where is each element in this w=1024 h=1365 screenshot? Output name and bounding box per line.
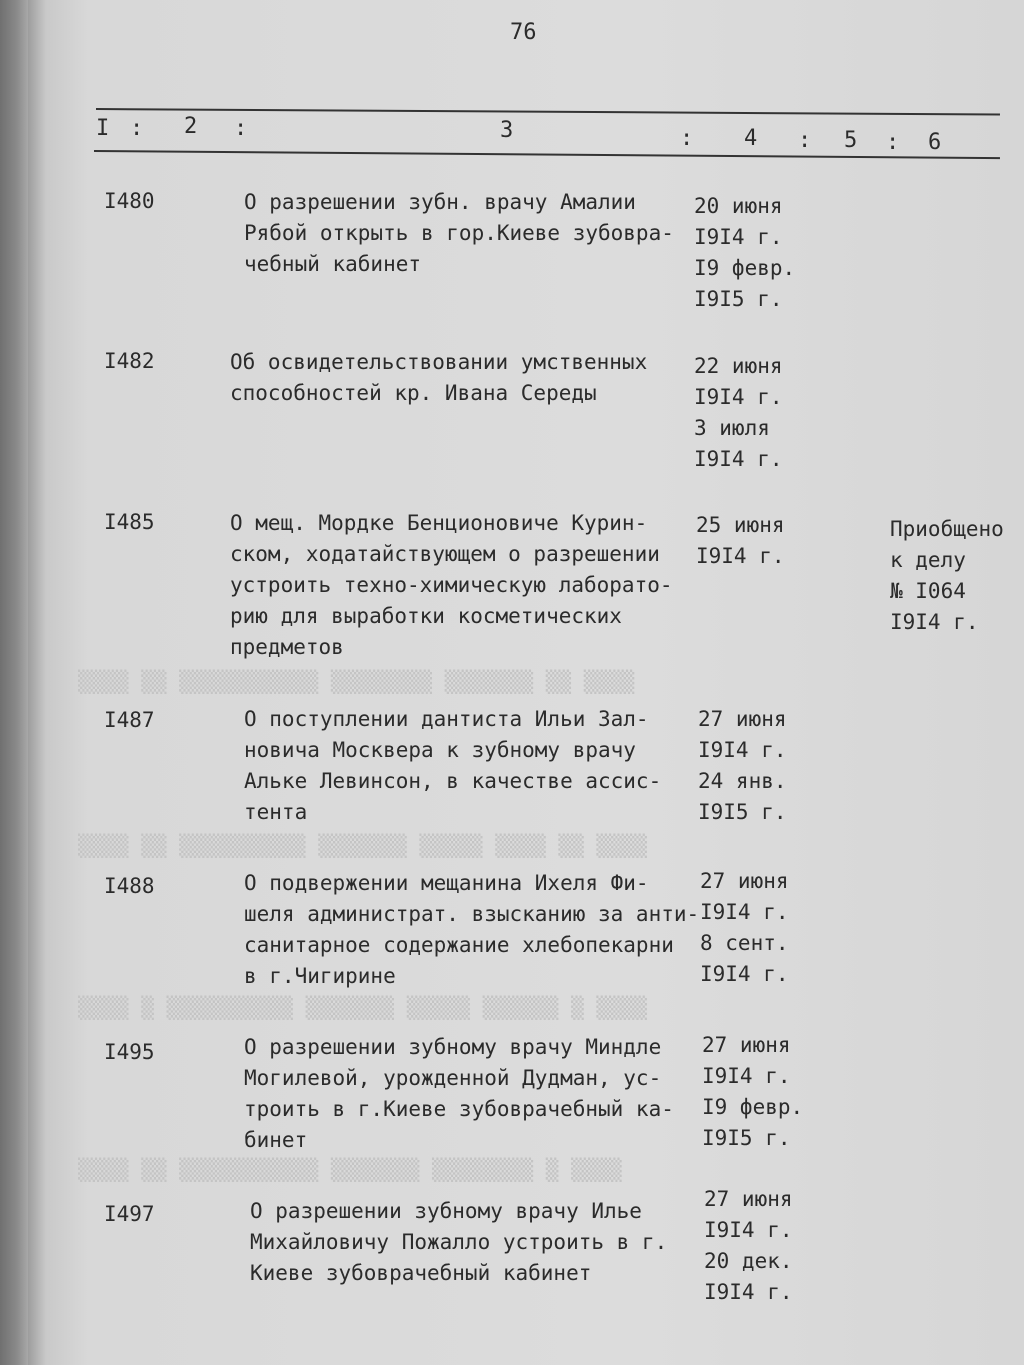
entry-title: О поступлении дантиста Ильи Зал- новича Москвера к зубному врачу Альке Левинсон, в качестве ассис- тента <box>244 707 662 824</box>
column-separator: : <box>798 128 812 153</box>
document-page <box>28 0 1024 1365</box>
entry-date: I9I4 г. <box>698 738 787 762</box>
entry-date: 25 июня <box>696 513 785 537</box>
entry-number: I497 <box>104 1202 155 1226</box>
column-header-6: 6 <box>928 130 943 155</box>
entry-date: I9I5 г. <box>698 800 787 824</box>
column-header-2: 2 <box>184 114 199 139</box>
entry-date: I9I4 г. <box>704 1280 793 1304</box>
header-rule-top <box>96 108 1000 116</box>
entry-date: I9I4 г. <box>702 1064 791 1088</box>
column-separator: : <box>886 130 900 155</box>
bleed-through-text: ▒▒▒▒ ▒▒ ▒▒▒▒▒▒▒▒▒▒▒ ▒▒▒▒▒▒▒▒ ▒▒▒▒▒▒▒ ▒▒ ▒▒▒▒ <box>78 670 635 694</box>
entry-date: 20 июня <box>694 194 783 218</box>
entry-date: 27 июня <box>704 1187 793 1211</box>
entry-date: 27 июня <box>702 1033 791 1057</box>
bleed-through-text: ▒▒▒▒ ▒ ▒▒▒▒▒▒▒▒▒▒ ▒▒▒▒▒▒▒ ▒▒▒▒▒ ▒▒▒▒▒▒ ▒ ▒▒▒▒ <box>78 996 647 1020</box>
entry-date: I9 февр. <box>702 1095 804 1119</box>
entry-dates <box>694 191 814 315</box>
entry-title: О мещ. Мордке Бенционовиче Курин- ском, ходатайствующем о разрешении устроить техно-химическую лаборато- рию для выработки косметических предметов <box>230 511 673 659</box>
entry-date: 27 июня <box>700 869 789 893</box>
entry-date: I9I4 г. <box>700 900 789 924</box>
entry-date: I9I4 г. <box>696 544 785 568</box>
entry-dates <box>696 510 816 572</box>
column-separator: : <box>234 116 248 141</box>
bleed-through-text: ▒▒▒▒ ▒▒ ▒▒▒▒▒▒▒▒▒▒ ▒▒▒▒▒▒▒ ▒▒▒▒▒ ▒▒▒▒ ▒▒ ▒▒▒▒ <box>78 834 647 858</box>
entry-number: I487 <box>104 708 155 732</box>
column-separator: : <box>680 126 694 151</box>
book-binding-shadow <box>0 0 28 1365</box>
entry-date: 3 июля <box>694 416 770 440</box>
entry-number: I485 <box>104 510 155 534</box>
entry-date: 27 июня <box>698 707 787 731</box>
entry-title: О подвержении мещанина Ихеля Фи- шеля администрат. взысканию за анти- санитарное содержание хлебопекарни в г.Чигирине <box>244 871 700 988</box>
entry-dates <box>698 704 818 828</box>
entry-date: I9I4 г. <box>694 385 783 409</box>
entry-dates <box>694 351 814 475</box>
entry-date: I9I4 г. <box>694 447 783 471</box>
column-separator: : <box>130 116 144 141</box>
entry-date: 8 сент. <box>700 931 789 955</box>
entry-note: Приобщено к делу № I064 I9I4 г. <box>890 517 1004 634</box>
column-header-1: I <box>96 116 111 141</box>
column-header-3: 3 <box>500 118 515 143</box>
entry-date: 22 июня <box>694 354 783 378</box>
entry-number: I495 <box>104 1040 155 1064</box>
bleed-through-text: ▒▒▒▒ ▒▒ ▒▒▒▒▒▒▒▒▒▒▒ ▒▒▒▒▒▒▒ ▒▒▒▒▒▒▒▒ ▒ ▒▒▒▒ <box>78 1158 622 1182</box>
entry-title: О разрешении зубн. врачу Амалии Рябой открыть в гор.Киеве зубовра- чебный кабинет <box>244 190 674 276</box>
column-header-5: 5 <box>844 128 859 153</box>
entry-number: I488 <box>104 874 155 898</box>
entry-date: I9I4 г. <box>704 1218 793 1242</box>
entry-date: I9 февр. <box>694 256 796 280</box>
entry-date: 24 янв. <box>698 769 787 793</box>
entry-number: I480 <box>104 189 155 213</box>
entry-title: О разрешении зубному врачу Илье Михайловичу Пожалло устроить в г. Киеве зубоврачебный кабинет <box>250 1199 668 1285</box>
entry-dates <box>700 866 820 990</box>
entry-date: I9I5 г. <box>702 1126 791 1150</box>
entry-dates <box>704 1184 824 1308</box>
entry-date: I9I4 г. <box>694 225 783 249</box>
entry-date: I9I4 г. <box>700 962 789 986</box>
entry-title: Об освидетельствовании умственных способностей кр. Ивана Середы <box>230 350 648 405</box>
header-rule-bottom <box>94 150 1000 159</box>
entry-date: 20 дек. <box>704 1249 793 1273</box>
entry-dates <box>702 1030 822 1154</box>
page-number: 76 <box>510 20 537 45</box>
entry-number: I482 <box>104 349 155 373</box>
entry-date: I9I5 г. <box>694 287 783 311</box>
entry-title: О разрешении зубному врачу Миндле Могилевой, урожденной Дудман, ус- троить в г.Киеве зубоврачебный ка- бинет <box>244 1035 674 1152</box>
column-header-4: 4 <box>744 126 759 151</box>
